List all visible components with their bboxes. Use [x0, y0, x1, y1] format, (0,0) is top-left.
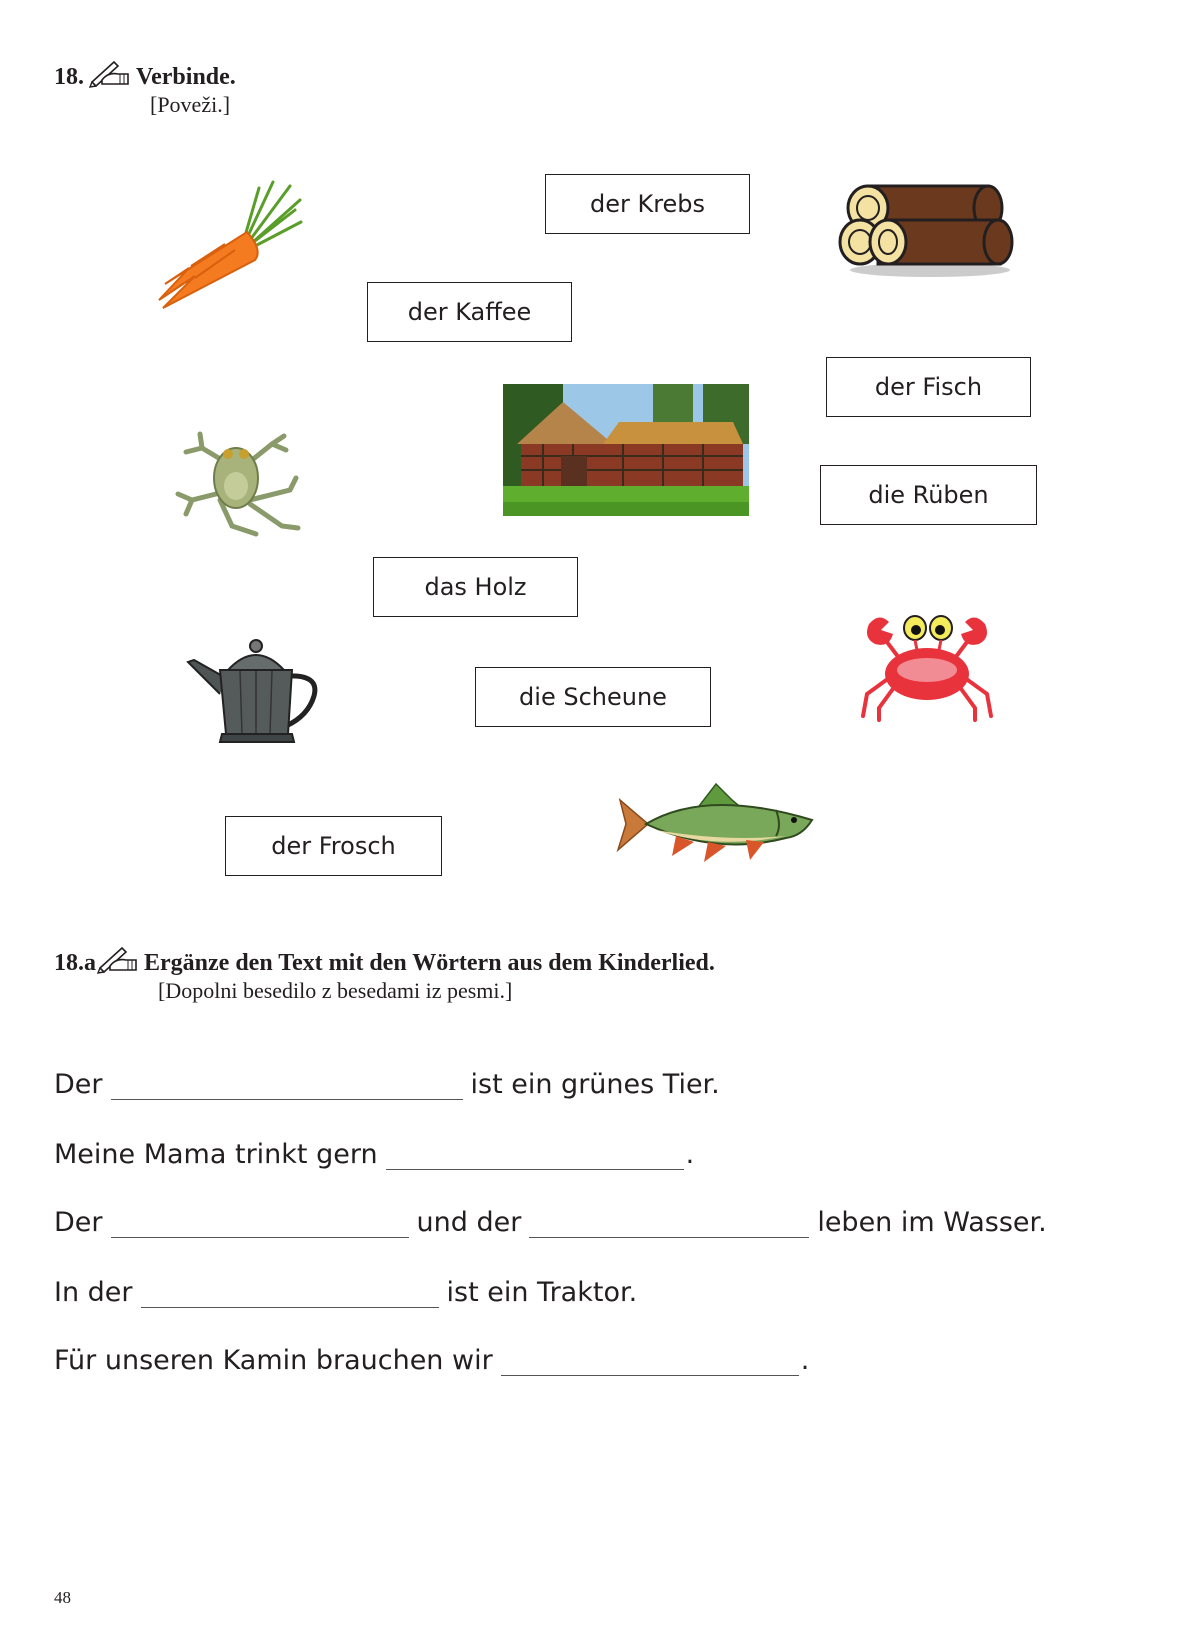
word-box-holz[interactable]: das Holz: [373, 557, 578, 617]
writing-hand-icon: [88, 58, 132, 88]
fish-image[interactable]: [616, 780, 822, 866]
word-box-rueben[interactable]: die Rüben: [820, 465, 1037, 525]
exercise-subtitle: [Poveži.]: [150, 92, 231, 117]
writing-hand-icon: [96, 944, 140, 974]
answer-blank[interactable]: [111, 1211, 409, 1238]
answer-blank[interactable]: [111, 1073, 463, 1100]
sentence-text: .: [800, 1345, 810, 1376]
answer-blank[interactable]: [141, 1281, 439, 1308]
word-box-scheune[interactable]: die Scheune: [475, 667, 711, 727]
word-box-fisch[interactable]: der Fisch: [826, 357, 1031, 417]
exercise-number: 18.a: [54, 950, 96, 976]
sentence-text: Meine Mama trinkt gern: [54, 1139, 378, 1170]
sentence-text: ist ein Traktor.: [446, 1277, 638, 1308]
barn-photo[interactable]: [503, 384, 749, 516]
word-box-frosch[interactable]: der Frosch: [225, 816, 442, 876]
exercise-18-header: [54, 58, 236, 91]
word-box-krebs[interactable]: der Krebs: [545, 174, 750, 234]
frog-image[interactable]: [172, 430, 302, 542]
exercise-title: Verbinde.: [136, 64, 236, 90]
coffee-pot-image[interactable]: [186, 636, 322, 748]
sentence-text: leben im Wasser.: [817, 1207, 1047, 1238]
sentence-text: Der: [54, 1069, 103, 1100]
sentence-text: In der: [54, 1277, 133, 1308]
sentence-text: Für unseren Kamin brauchen wir: [54, 1345, 493, 1376]
sentence-4: [54, 1268, 637, 1308]
exercise-number: 18.: [54, 64, 84, 90]
answer-blank[interactable]: [386, 1143, 684, 1170]
page-number: 48: [54, 1588, 71, 1607]
exercise-18a-header: [54, 944, 715, 977]
sentence-5: [54, 1336, 809, 1376]
carrot-image[interactable]: [155, 180, 305, 310]
sentence-text: Der: [54, 1207, 103, 1238]
answer-blank[interactable]: [501, 1349, 799, 1376]
sentence-2: [54, 1130, 694, 1170]
crab-image[interactable]: [859, 612, 995, 722]
sentence-text: und der: [416, 1207, 522, 1238]
firewood-image[interactable]: [838, 176, 1016, 278]
exercise-title: Ergänze den Text mit den Wörtern aus dem Kinderlied.: [144, 950, 715, 976]
exercise-subtitle: [Dopolni besedilo z besedami iz pesmi.]: [158, 978, 513, 1003]
sentence-3: [54, 1198, 1047, 1238]
sentence-text: .: [685, 1139, 695, 1170]
sentence-1: [54, 1060, 720, 1100]
word-box-kaffee[interactable]: der Kaffee: [367, 282, 572, 342]
sentence-text: ist ein grünes Tier.: [470, 1069, 720, 1100]
answer-blank[interactable]: [529, 1211, 809, 1238]
